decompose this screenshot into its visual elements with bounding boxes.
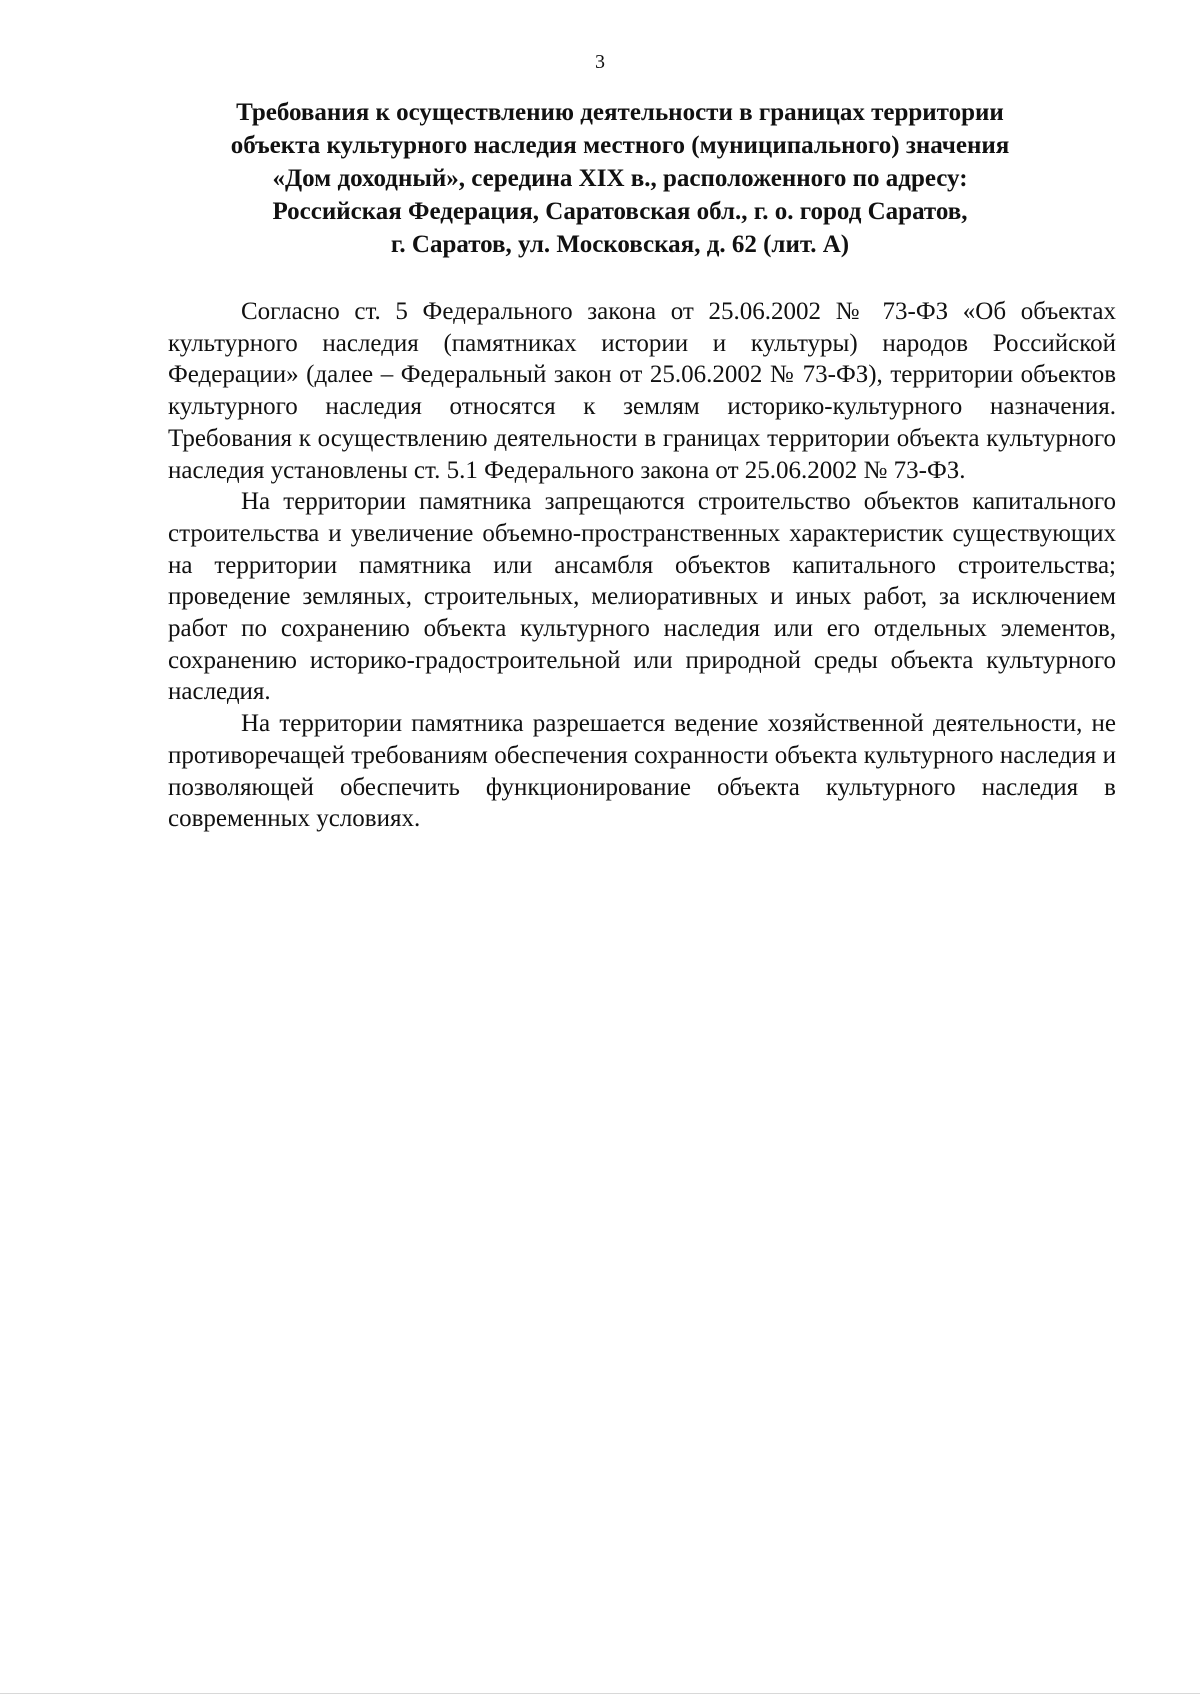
title-line: Российская Федерация, Саратовская обл., г. о. город Саратов, (272, 198, 968, 225)
title-line: г. Саратов, ул. Московская, д. 62 (лит. А) (390, 231, 850, 258)
document-body (168, 296, 1116, 835)
paragraph-permissions: На территории памятника разрешается ведение хозяйственной деятельности, не противоречащей требованиям обеспечения сохранности объекта культурного наследия и позволяющей обеспечить функционирование объекта культурного наследия в современных условиях. (168, 710, 1116, 833)
paragraph-prohibitions: На территории памятника запрещаются строительство объектов капитального строительства и увеличение объемно-пространственных характеристик существующих на территории памятника или ансамбля объектов капитального строительства; проведение земляных, строительных, мелиоративных и иных работ, за исключением работ по сохранению объекта культурного наследия или его отдельных элементов, сохранению историко-градостроительной или природной среды объекта культурного наследия. (168, 488, 1116, 706)
title-line: объекта культурного наследия местного (муниципального) значения (230, 132, 1010, 159)
title-line: «Дом доходный», середина XIX в., расположенного по адресу: (272, 165, 968, 192)
page-bottom-edge (0, 1693, 1200, 1694)
paragraph-legal-basis: Согласно ст. 5 Федерального закона от 25.06.2002 № 73-ФЗ «Об объектах культурного наследия (памятниках истории и культуры) народов Российской Федерации» (далее – Федеральный закон от 25.06.2002 № 73-ФЗ), территории объектов культурного наследия относятся к землям историко-культурного назначения. Требования к осуществлению деятельности в границах территории объекта культурного наследия установлены ст. 5.1 Федерального закона от 25.06.2002 № 73-ФЗ. (168, 298, 1116, 484)
title-line: Требования к осуществлению деятельности в границах территории (236, 99, 1004, 126)
document-title (150, 96, 1090, 261)
page-number: 3 (595, 51, 605, 73)
